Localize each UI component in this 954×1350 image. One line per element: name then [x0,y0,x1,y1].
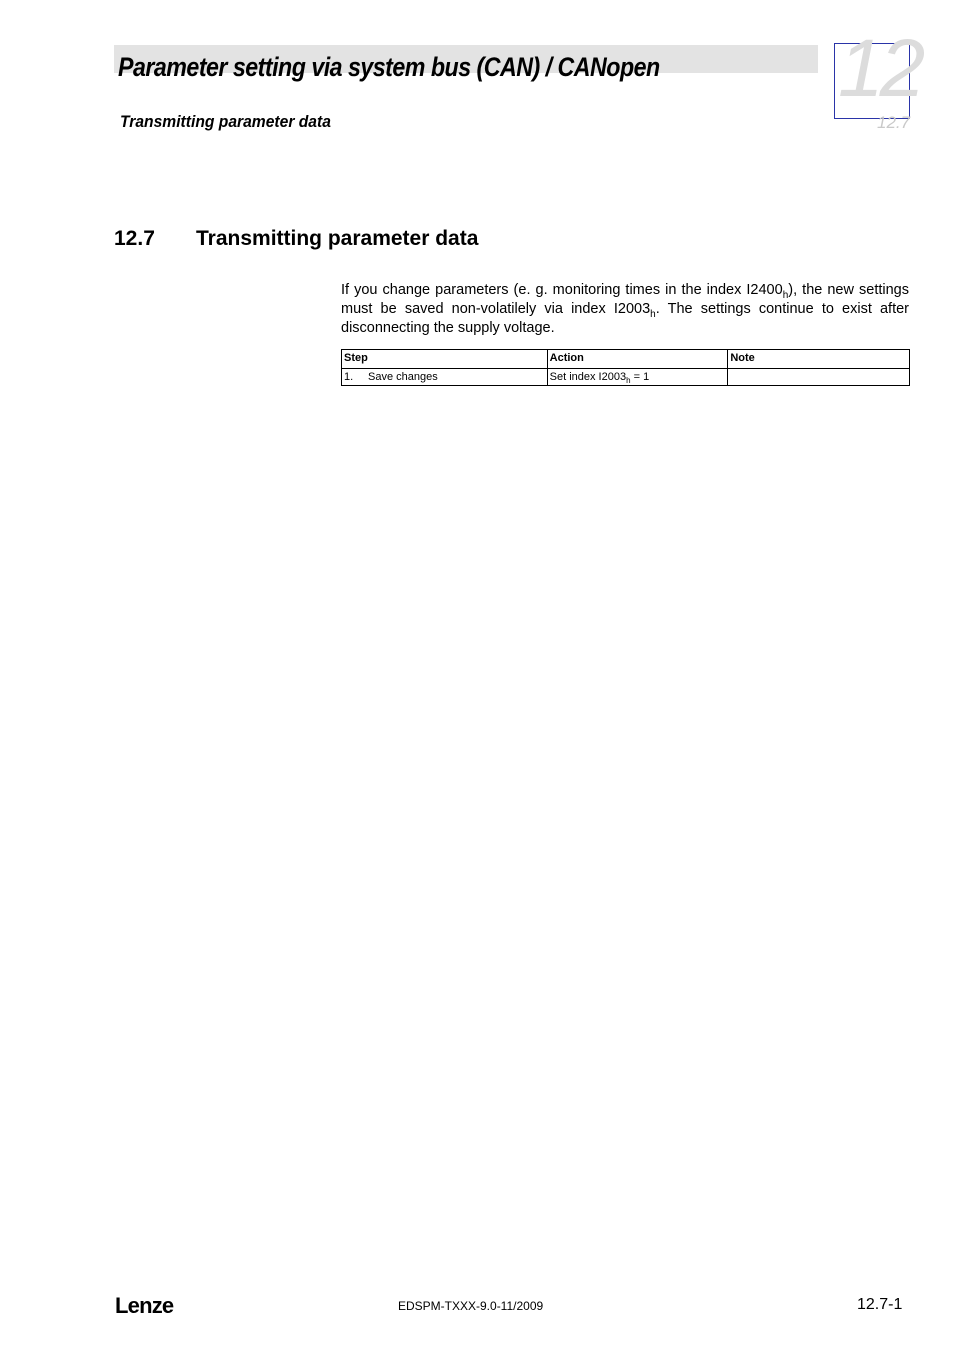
section-number: 12.7 [114,227,155,250]
section-heading [114,227,478,251]
subscript-h: h [782,289,789,301]
body-paragraph [341,281,909,338]
step-number: 1. [344,371,354,383]
table-header-row [342,350,910,369]
column-header-step: Step [342,350,548,369]
chapter-section-number: 12.7 [877,113,911,132]
section-title: Transmitting parameter data [196,227,479,250]
step-label: Save changes [368,371,438,383]
column-header-note: Note [728,350,910,369]
subscript-h: h [650,308,656,320]
steps-table [341,349,910,386]
column-header-action: Action [547,350,728,369]
lenze-logo: Lenze [115,1293,174,1318]
chapter-title: Parameter setting via system bus (CAN) / CANopen [118,52,660,82]
chapter-number: 12 [838,23,922,114]
action-text: Set index I2003 [549,371,627,383]
body-text-part: ), the new settings must be saved non-volatilely via index I2003 [341,282,909,317]
step-cell [342,369,548,386]
table-row [342,369,910,386]
action-suffix: = 1 [630,371,650,383]
body-text-part: If you change parameters (e. g. monitoring times in the index I2400 [341,282,783,298]
action-cell [547,369,728,386]
document-id: EDSPM-TXXX-9.0-11/2009 [398,1299,544,1313]
page-number: 12.7-1 [857,1296,903,1313]
running-section-title: Transmitting parameter data [120,112,331,131]
note-cell [728,369,910,386]
subscript-h: h [626,376,631,386]
body-text-part: . The settings continue to exist after disconnecting the supply voltage. [341,301,910,336]
